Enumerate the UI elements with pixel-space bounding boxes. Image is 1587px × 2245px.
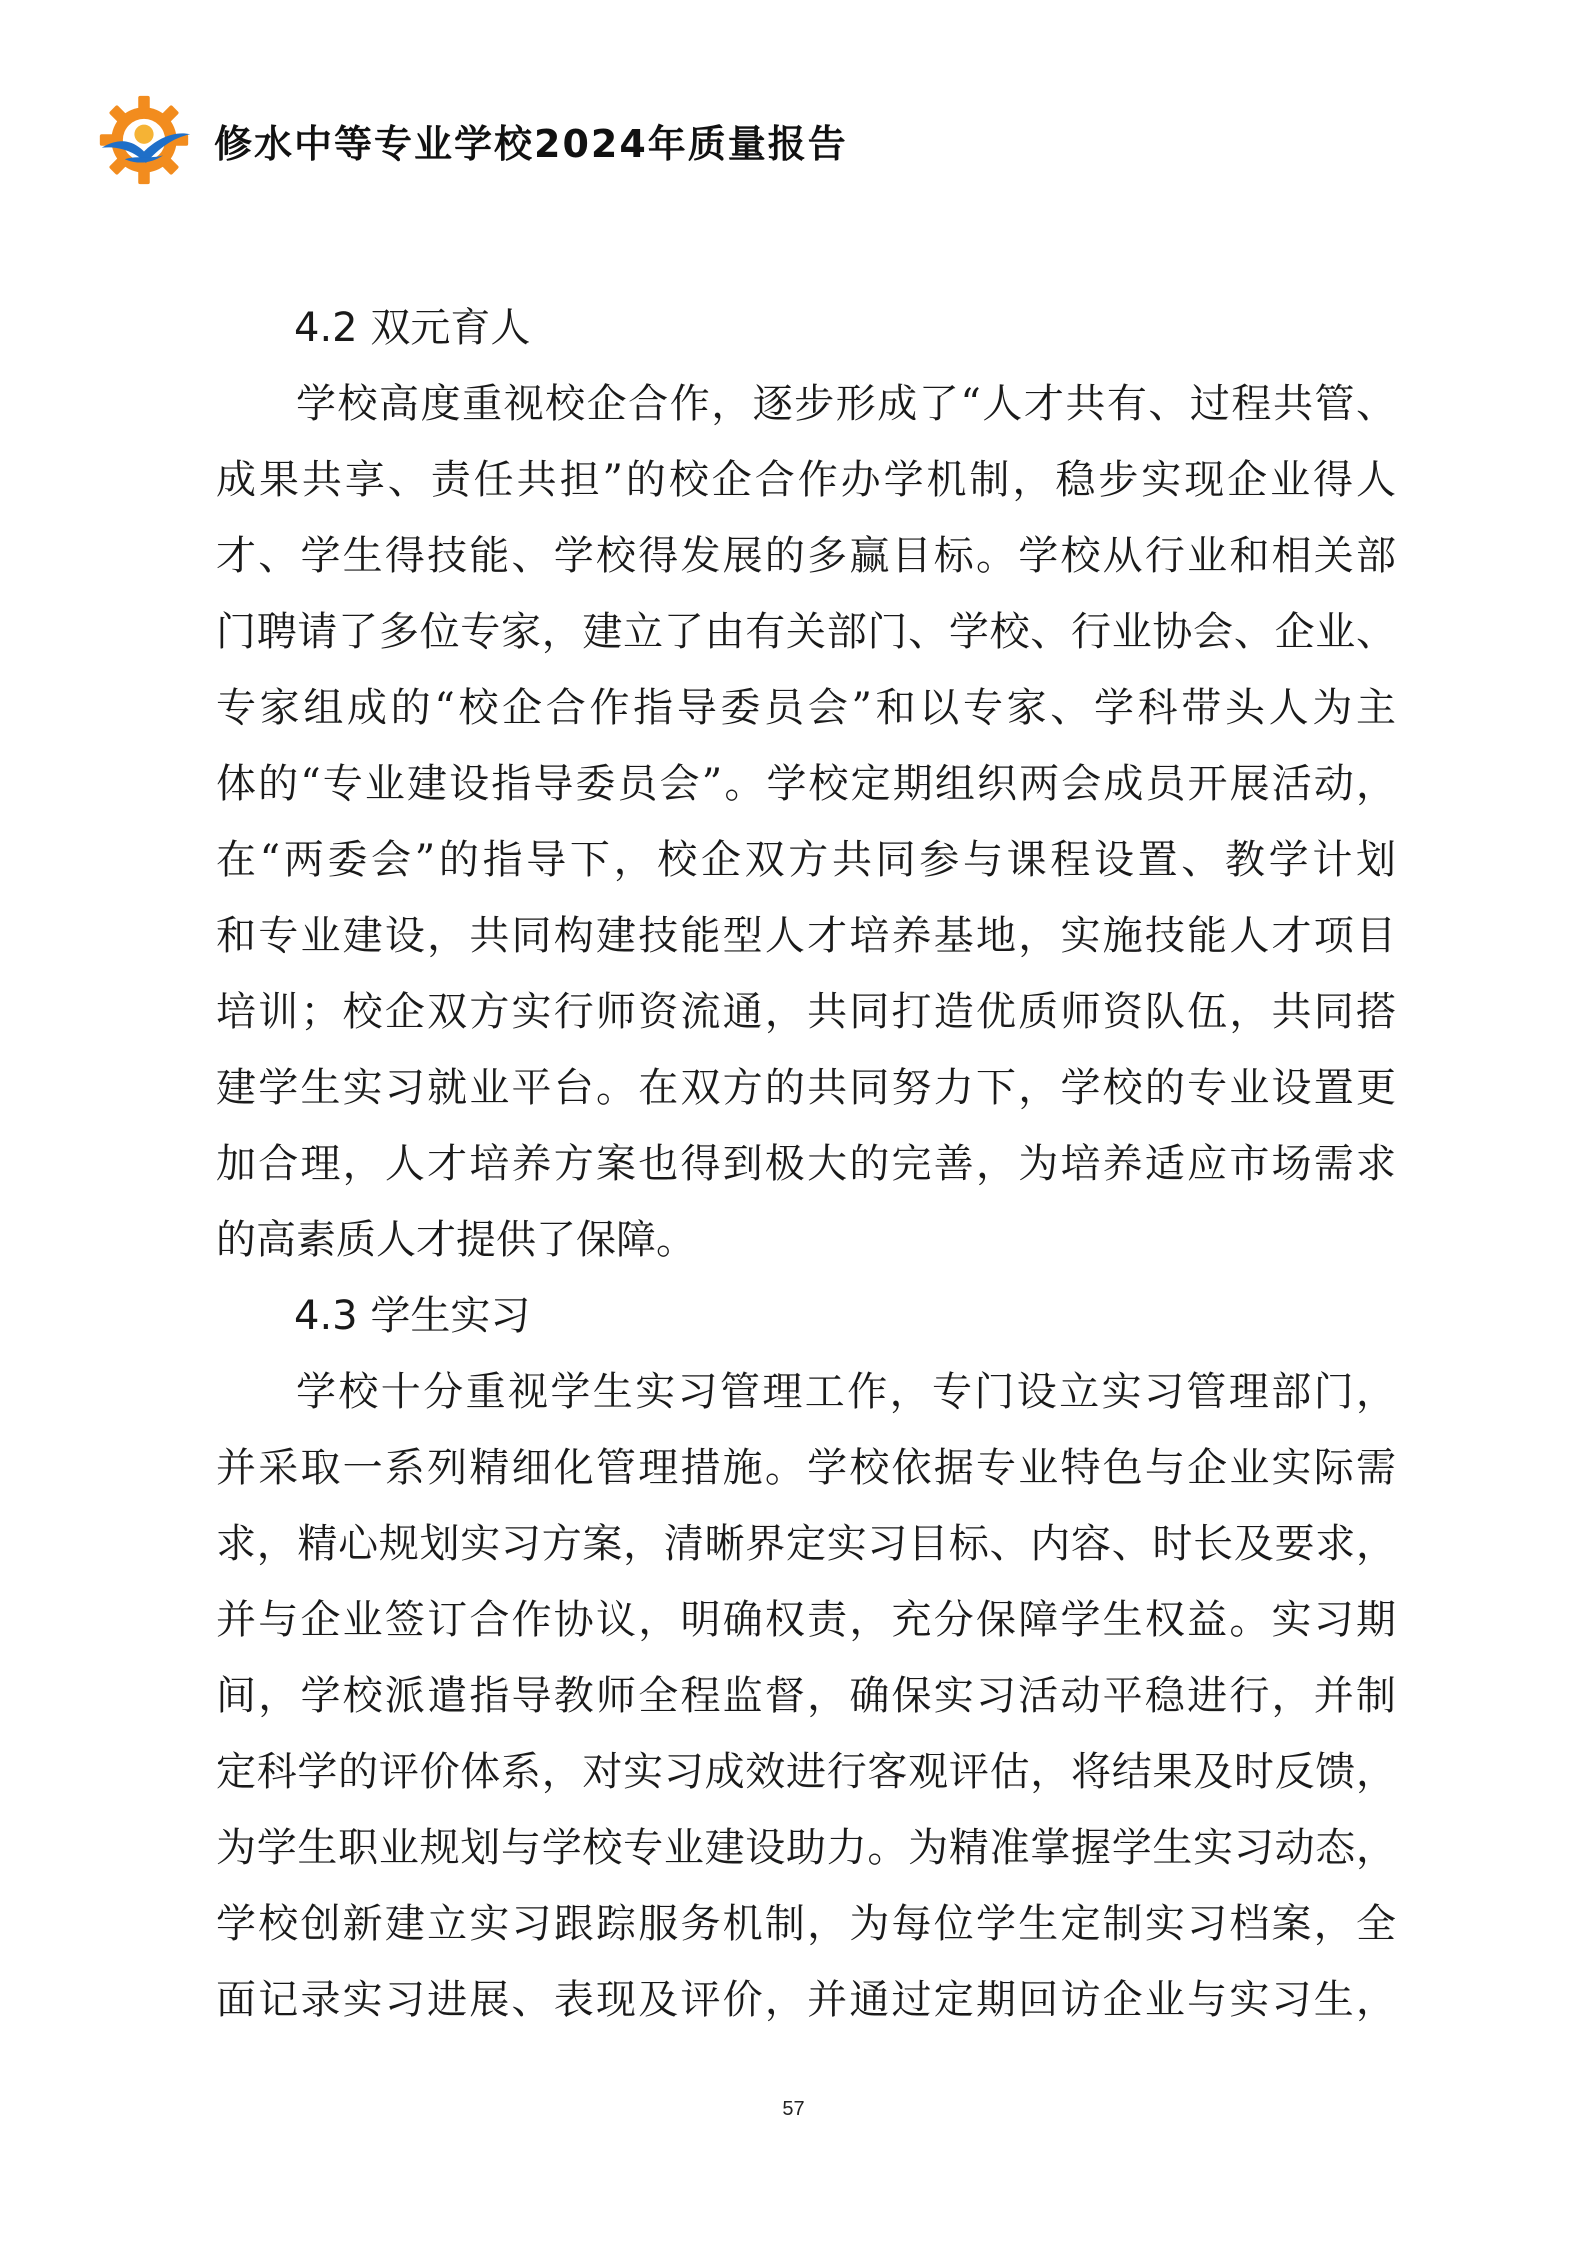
text-line: 体的“专业建设指导委员会”。学校定期组织两会成员开展活动， (216, 761, 1396, 807)
text-line: 加合理，人才培养方案也得到极大的完善，为培养适应市场需求 (216, 1141, 1396, 1187)
section-heading-4-3: 4.3 学生实习 (294, 1293, 531, 1339)
section-heading-4-2: 4.2 双元育人 (294, 305, 531, 351)
text-line: 建学生实习就业平台。在双方的共同努力下，学校的专业设置更 (216, 1065, 1396, 1111)
text-line: 间，学校派遣指导教师全程监督，确保实习活动平稳进行，并制 (216, 1673, 1396, 1719)
text-line: 才、学生得技能、学校得发展的多赢目标。学校从行业和相关部 (216, 533, 1396, 579)
paragraph-4-3 (216, 1354, 1396, 2038)
text-line: 学校创新建立实习跟踪服务机制，为每位学生定制实习档案，全 (216, 1901, 1396, 1947)
text-line: 学校十分重视学生实习管理工作，专门设立实习管理部门， (296, 1369, 1396, 1415)
text-line: 定科学的评价体系，对实习成效进行客观评估，将结果及时反馈， (216, 1749, 1396, 1795)
text-line: 面记录实习进展、表现及评价，并通过定期回访企业与实习生， (216, 1977, 1396, 2023)
page-header (96, 92, 848, 188)
paragraph-4-2 (216, 366, 1396, 1278)
report-title: 修水中等专业学校2024年质量报告 (214, 121, 848, 166)
text-line: 成果共享、责任共担”的校企合作办学机制，稳步实现企业得人 (216, 457, 1396, 503)
text-line: 并采取一系列精细化管理措施。学校依据专业特色与企业实际需 (216, 1445, 1396, 1491)
text-line: 培训；校企双方实行师资流通，共同打造优质师资队伍，共同搭 (216, 989, 1396, 1035)
text-line: 在“两委会”的指导下，校企双方共同参与课程设置、教学计划 (216, 837, 1396, 883)
text-line: 专家组成的“校企合作指导委员会”和以专家、学科带头人为主 (216, 685, 1396, 731)
text-line: 门聘请了多位专家，建立了由有关部门、学校、行业协会、企业、 (216, 609, 1396, 655)
text-line: 和专业建设，共同构建技能型人才培养基地，实施技能人才项目 (216, 913, 1396, 959)
text-line: 并与企业签订合作协议，明确权责，充分保障学生权益。实习期 (216, 1597, 1396, 1643)
text-line: 为学生职业规划与学校专业建设助力。为精准掌握学生实习动态， (216, 1825, 1396, 1871)
text-line: 求，精心规划实习方案，清晰界定实习目标、内容、时长及要求， (216, 1521, 1396, 1567)
page-number: 57 (782, 2098, 805, 2120)
page-body (216, 290, 1396, 2038)
text-line: 的高素质人才提供了保障。 (216, 1217, 696, 1263)
school-logo-icon (96, 92, 192, 188)
text-line: 学校高度重视校企合作，逐步形成了“人才共有、过程共管、 (296, 381, 1396, 427)
